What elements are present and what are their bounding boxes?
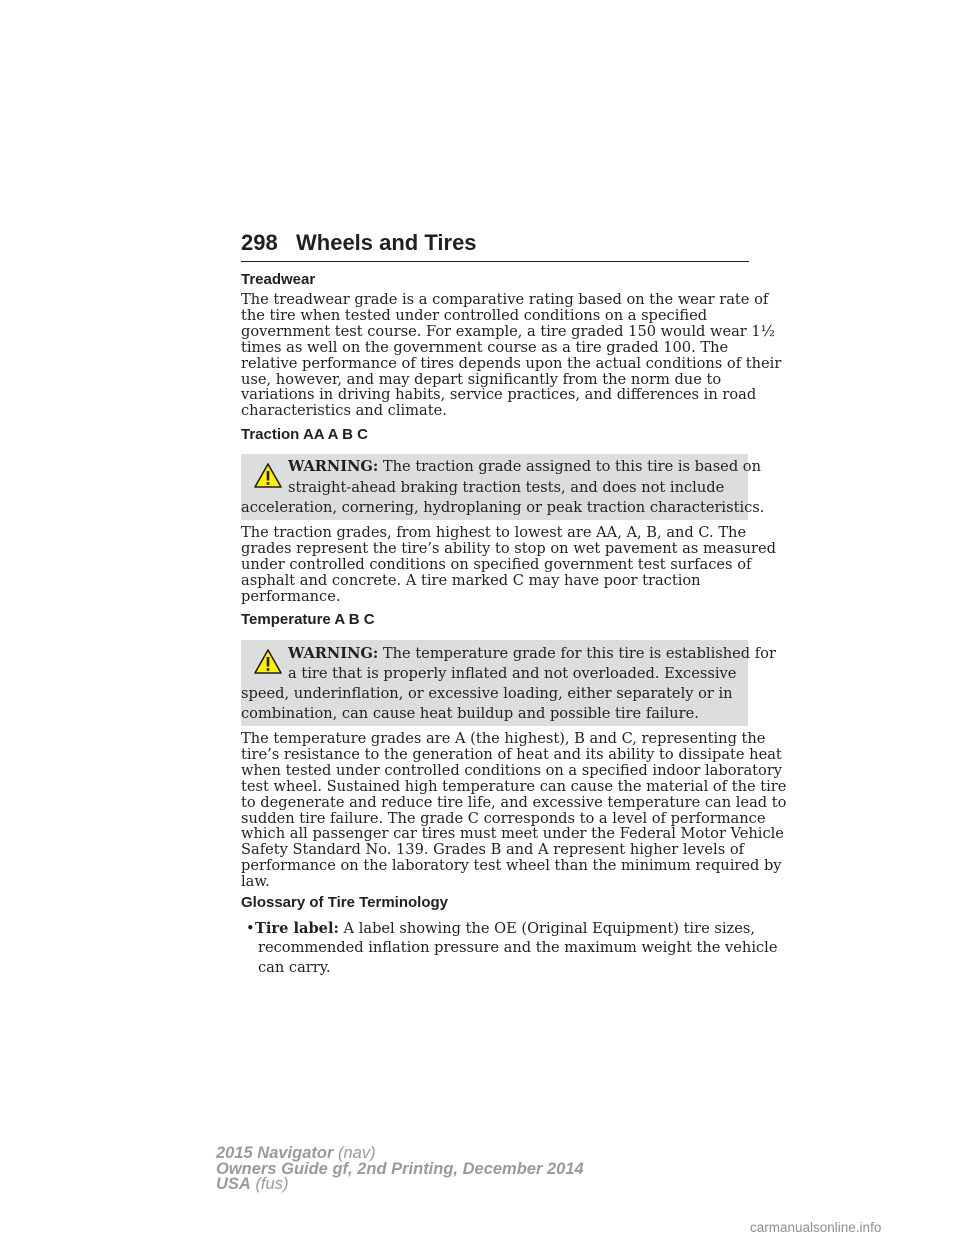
paragraph-line: asphalt and concrete. A tire marked C may have poor traction xyxy=(241,571,701,589)
page-number: 298 xyxy=(241,230,278,255)
paragraph-line: variations in driving habits, service practices, and differences in road xyxy=(241,386,757,404)
paragraph-line: use, however, and may depart significantly from the norm due to xyxy=(241,370,722,388)
page-header xyxy=(241,229,749,262)
glossary-line xyxy=(255,921,755,937)
paragraph-line: under controlled conditions on specified government test surfaces of xyxy=(241,555,752,573)
warning-line: combination, can cause heat buildup and possible tire failure. xyxy=(241,705,699,722)
paragraph-line: government test course. For example, a tire graded 150 would wear 1½ xyxy=(241,322,775,340)
warning-triangle-icon xyxy=(253,648,283,675)
glossary-heading: Glossary of Tire Terminology xyxy=(241,894,448,911)
warning-line xyxy=(288,459,761,475)
paragraph-line: characteristics and climate. xyxy=(241,402,447,420)
glossary-line: can carry. xyxy=(258,959,331,976)
paragraph-line: when tested under controlled conditions on a specified indoor laboratory xyxy=(241,761,783,779)
warning-line: speed, underinflation, or excessive loading, either separately or in xyxy=(241,685,733,702)
paragraph-line: test wheel. Sustained high temperature can cause the material of the tire xyxy=(241,777,787,795)
warning-text: The temperature grade for this tire is established for xyxy=(382,645,776,662)
footer-guide: Owners Guide gf, 2nd Printing, December 2014 xyxy=(216,1159,584,1178)
warning-line: straight-ahead braking traction tests, and does not include xyxy=(288,479,725,496)
temperature-warning-box xyxy=(241,640,776,726)
paragraph-line: tire’s resistance to the generation of heat and its ability to dissipate heat xyxy=(241,745,782,763)
glossary-definition: A label showing the OE (Original Equipment) tire sizes, xyxy=(343,920,755,937)
footer-model-code: (nav) xyxy=(338,1144,376,1162)
paragraph-line: the tire when tested under controlled conditions on a specified xyxy=(241,306,708,324)
paragraph-line: performance. xyxy=(241,587,341,605)
paragraph-line: relative performance of tires depends upon the actual conditions of their xyxy=(241,354,782,372)
warning-line: a tire that is properly inflated and not overloaded. Excessive xyxy=(288,665,737,682)
traction-heading: Traction AA A B C xyxy=(241,426,368,443)
paragraph-line: The temperature grades are A (the highest), B and C, representing the xyxy=(241,730,766,747)
treadwear-paragraph xyxy=(241,291,782,420)
warning-line: acceleration, cornering, hydroplaning or peak traction characteristics. xyxy=(241,499,765,516)
footer-model: 2015 Navigator xyxy=(216,1144,334,1162)
glossary-line: recommended inflation pressure and the maximum weight the vehicle xyxy=(258,939,778,956)
warning-triangle-icon xyxy=(253,462,283,489)
footer-region-code: (fus) xyxy=(255,1175,289,1193)
temperature-heading: Temperature A B C xyxy=(241,611,375,628)
glossary-term: Tire label: xyxy=(255,920,339,937)
bullet-marker: • xyxy=(246,920,255,937)
traction-warning-box xyxy=(241,454,765,520)
warning-label: WARNING: xyxy=(288,458,379,475)
paragraph-line: The treadwear grade is a comparative rating based on the wear rate of xyxy=(241,291,769,308)
paragraph-line: The traction grades, from highest to lowest are AA, A, B, and C. The xyxy=(241,524,747,541)
treadwear-heading: Treadwear xyxy=(241,271,316,288)
warning-line xyxy=(288,646,776,662)
temperature-paragraph xyxy=(241,730,787,891)
paragraph-line: grades represent the tire’s ability to stop on wet pavement as measured xyxy=(241,539,776,557)
paragraph-line: sudden tire failure. The grade C corresponds to a level of performance xyxy=(241,809,766,827)
warning-label: WARNING: xyxy=(288,645,379,662)
section-title: Wheels and Tires xyxy=(296,230,477,255)
paragraph-line: to degenerate and reduce tire life, and excessive temperature can lead to xyxy=(241,793,787,811)
paragraph-line: performance on the laboratory test wheel than the minimum required by xyxy=(241,857,782,875)
paragraph-line: law. xyxy=(241,873,270,891)
paragraph-line: times as well on the government course as a tire graded 100. The xyxy=(241,338,729,356)
paragraph-line: Safety Standard No. 139. Grades B and A represent higher levels of xyxy=(241,841,745,859)
page-footer xyxy=(216,1146,584,1193)
warning-text: The traction grade assigned to this tire is based on xyxy=(382,458,761,475)
footer-region: USA xyxy=(216,1175,251,1193)
paragraph-line: which all passenger car tires must meet under the Federal Motor Vehicle xyxy=(241,825,784,843)
traction-paragraph xyxy=(241,524,776,605)
watermark-link[interactable]: carmanualsonline.info xyxy=(750,1220,882,1235)
